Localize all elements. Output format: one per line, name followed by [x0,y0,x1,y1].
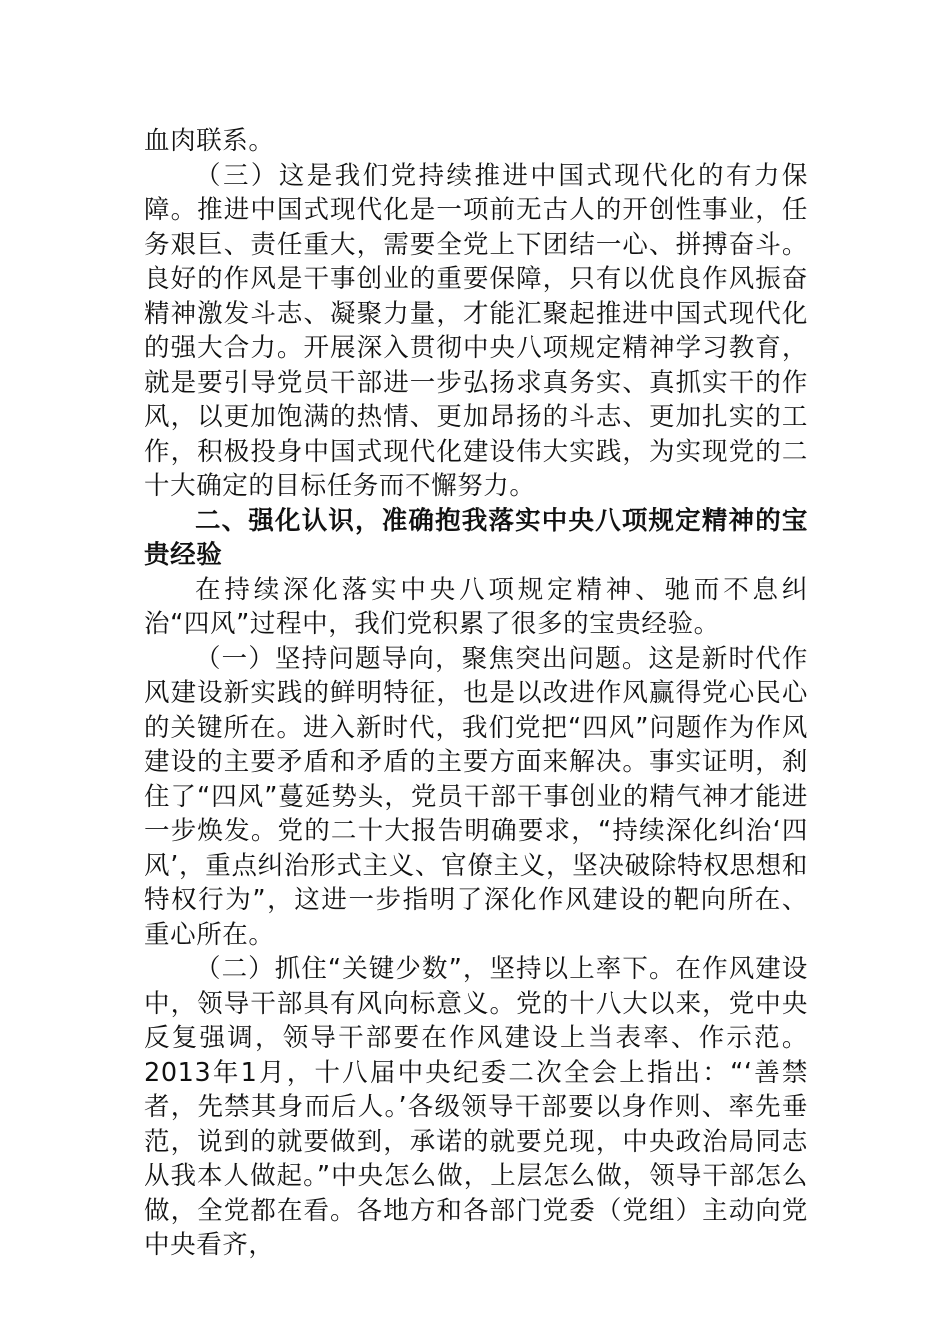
document-body [144,124,808,1263]
paragraph-point-two: （二）抓住“关键少数”，坚持以上率下。在作风建设中，领导干部具有风向标意义。党的十八大以来，党中央反复强调，领导干部要在作风建设上当表率、作示范。2013年1月，十八届中央纪委二次全会上指出：“‘善禁者，先禁其身而后人。’各级领导干部要以身作则、率先垂范，说到的就要做到，承诺的就要兑现，中央政治局同志从我本人做起。”中央怎么做，上层怎么做，领导干部怎么做，全党都在看。各地方和各部门党委（党组）主动向党中央看齐， [144,954,808,1260]
paragraph-continuation: 血肉联系。 [144,126,275,156]
paragraph-section-three: （三）这是我们党持续推进中国式现代化的有力保障。推进中国式现代化是一项前无古人的开创性事业，任务艰巨、责任重大，需要全党上下团结一心、拼搏奋斗。良好的作风是干事创业的重要保障，只有以优良作风振奋精神激发斗志、凝聚力量，才能汇聚起推进中国式现代化的强大合力。开展深入贯彻中央八项规定精神学习教育，就是要引导党员干部进一步弘扬求真务实、真抓实干的作风，以更加饱满的热情、更加昂扬的斗志、更加扎实的工作，积极投身中国式现代化建设伟大实践，为实现党的二十大确定的目标任务而不懈努力。 [144,160,808,501]
section-heading: 二、强化认识，准确抱我落实中央八项规定精神的宝贵经验 [144,505,808,570]
paragraph-intro: 在持续深化落实中央八项规定精神、驰而不息纠治“四风”过程中，我们党积累了很多的宝贵经验。 [144,574,808,639]
paragraph-point-one: （一）坚持问题导向，聚焦突出问题。这是新时代作风建设新实践的鲜明特征，也是以改进作风赢得党心民心的关键所在。进入新时代，我们党把“四风”问题作为作风建设的主要矛盾和矛盾的主要方面来解决。事实证明，刹住了“四风”蔓延势头，党员干部干事创业的精气神才能进一步焕发。党的二十大报告明确要求，“持续深化纠治‘四风’，重点纠治形式主义、官僚主义，坚决破除特权思想和特权行为”，这进一步指明了深化作风建设的靶向所在、重心所在。 [144,643,808,950]
